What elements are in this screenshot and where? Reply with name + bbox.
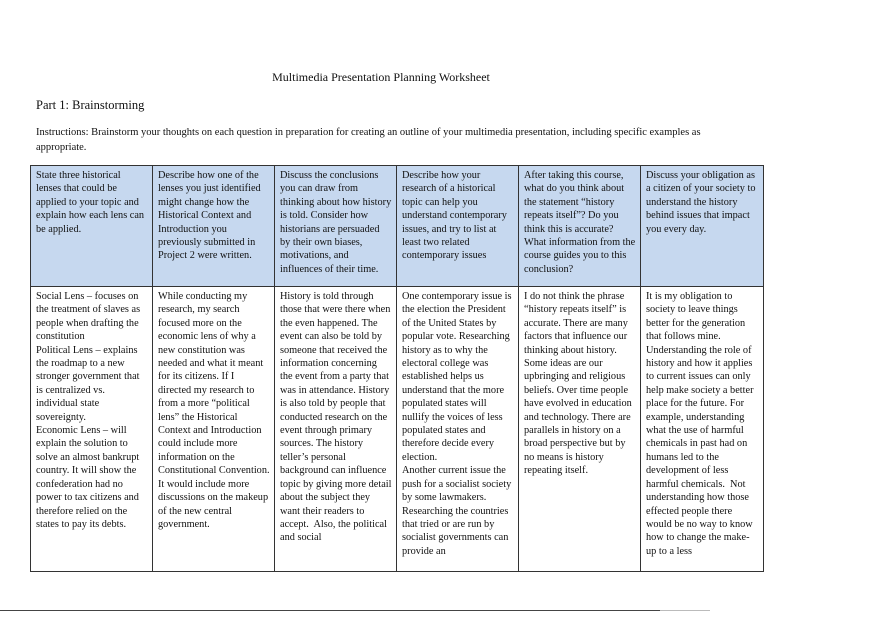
part-heading: Part 1: Brainstorming	[36, 98, 145, 112]
question-cell-6: Discuss your obligation as a citizen of your society to understand the history behind issues that impact you every day.	[641, 166, 764, 287]
footer-divider-faint	[660, 610, 710, 611]
instructions-text: Instructions: Brainstorm your thoughts on each question in preparation for creating an outline of your multimedia presentation, including specific examples as appropriate.	[36, 127, 701, 153]
answer-cell-4[interactable]: One contemporary issue is the election the President of the United States by popular vote. Researching history as to why the electoral college was established helps us understand that the more populated states will nullify the voices of less populated states and therefore decide every election. Another current issue the push for a socialist society by some lawmakers. Researching the countries that tried or are run by socialist governments can provide an	[397, 287, 519, 572]
answer-cell-2[interactable]: While conducting my research, my search focused more on the economic lens of why a new constitution was needed and what it meant for its citizens. If I directed my research to from a more “political lens” the Historical Context and Introduction could include more information on the Constitutional Convention. It would include more discussions on the makeup of the new central government.	[153, 287, 275, 572]
worksheet-title-text: Multimedia Presentation Planning Worksheet	[272, 70, 490, 84]
question-cell-2: Describe how one of the lenses you just identified might change how the Historical Context and Introduction you previously submitted in Project 2 were written.	[153, 166, 275, 287]
question-cell-3: Discuss the conclusions you can draw from thinking about how history is told. Consider how historians are persuaded by their own biases, motivations, and influences of their time.	[275, 166, 397, 287]
answer-row	[31, 287, 764, 572]
worksheet-title	[0, 70, 762, 85]
question-cell-4: Describe how your research of a historical topic can help you understand contemporary issues, and try to list at least two related contemporary issues	[397, 166, 519, 287]
answer-cell-5[interactable]: I do not think the phrase “history repeats itself” is accurate. There are many factors that influence our thinking about history. Some ideas are our upbringing and religious beliefs. Over time people have evolved in education and technology. There are parallels in history on a broad perspective but by no means is history repeating itself.	[519, 287, 641, 572]
answer-cell-3[interactable]: History is told through those that were there when the even happened. The event can also be told by someone that received the information concerning the event from a party that was in attendance. History is also told by people that conducted research on the event through primary sources. The history teller’s personal background can influence topic by giving more detail about the subject they want their readers to accept. Also, the political and social	[275, 287, 397, 572]
question-cell-1: State three historical lenses that could be applied to your topic and explain how each lens can be applied.	[31, 166, 153, 287]
question-row	[31, 166, 764, 287]
answer-cell-1[interactable]: Social Lens – focuses on the treatment of slaves as people when drafting the constitution Political Lens – explains the roadmap to a new stronger government that is centralized vs. individual state sovereignty. Economic Lens – will explain the solution to solve an almost bankrupt country. It will show the confederation had no power to tax citizens and therefore relied on the states to pay its debts.	[31, 287, 153, 572]
footer-divider	[0, 610, 660, 611]
question-cell-5: After taking this course, what do you think about the statement “history repeats itself”? Do you think this is accurate? What information from the course guides you to this conclusion?	[519, 166, 641, 287]
answer-cell-6[interactable]: It is my obligation to society to leave things better for the generation that follows mine. Understanding the role of history and how it applies to current issues can only help make society a better place for the future. For example, understanding what the use of harmful chemicals in past had on humans led to the development of less harmful chemicals. Not understanding how those effected people there would be no way to know how to change the make-up to a less	[641, 287, 764, 572]
brainstorm-table	[30, 165, 764, 572]
